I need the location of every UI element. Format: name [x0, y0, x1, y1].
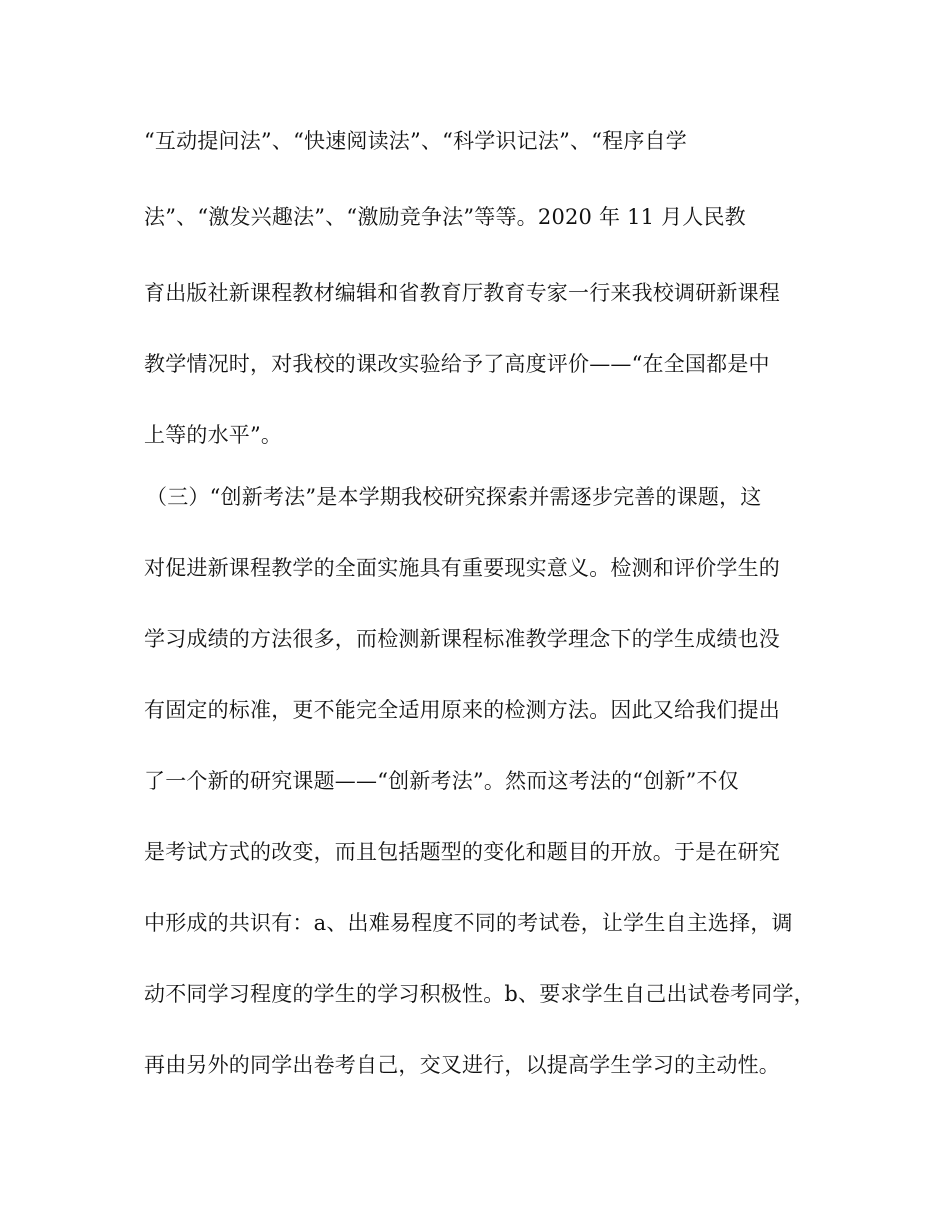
- paragraph-line: 动不同学习程度的学生的学习积极性。b、要求学生自己出试卷考同学，: [144, 982, 815, 1006]
- paragraph-line: 学习成绩的方法很多，而检测新课程标准教学理念下的学生成绩也没: [144, 627, 780, 651]
- paragraph-line: 育出版社新课程教材编辑和省教育厅教育专家一行来我校调研新课程: [144, 281, 780, 305]
- paragraph-line: “互动提问法”、“快速阅读法”、“科学识记法”、“程序自学: [144, 129, 687, 153]
- paragraph-line: 法”、“激发兴趣法”、“激励竞争法”等等。2020 年 11 月人民教: [144, 205, 746, 229]
- paragraph-line: 上等的水平”。: [144, 423, 283, 447]
- paragraph-line: 有固定的标准，更不能完全适用原来的检测方法。因此又给我们提出: [144, 698, 780, 722]
- paragraph-line: 是考试方式的改变，而且包括题型的变化和题目的开放。于是在研究: [144, 840, 780, 864]
- paragraph-line: 对促进新课程教学的全面实施具有重要现实意义。检测和评价学生的: [144, 556, 780, 580]
- section-heading-line: （三）“创新考法”是本学期我校研究探索并需逐步完善的课题，这: [146, 485, 762, 509]
- paragraph-line: 了一个新的研究课题——“创新考法”。然而这考法的“创新”不仅: [144, 769, 739, 793]
- paragraph-line: 教学情况时，对我校的课改实验给予了高度评价——“在全国都是中: [144, 352, 770, 376]
- paragraph-line: 中形成的共识有：a、出难易程度不同的考试卷，让学生自主选择，调: [144, 911, 793, 935]
- paragraph-line: 再由另外的同学出卷考自己，交叉进行，以提高学生学习的主动性。: [144, 1053, 780, 1077]
